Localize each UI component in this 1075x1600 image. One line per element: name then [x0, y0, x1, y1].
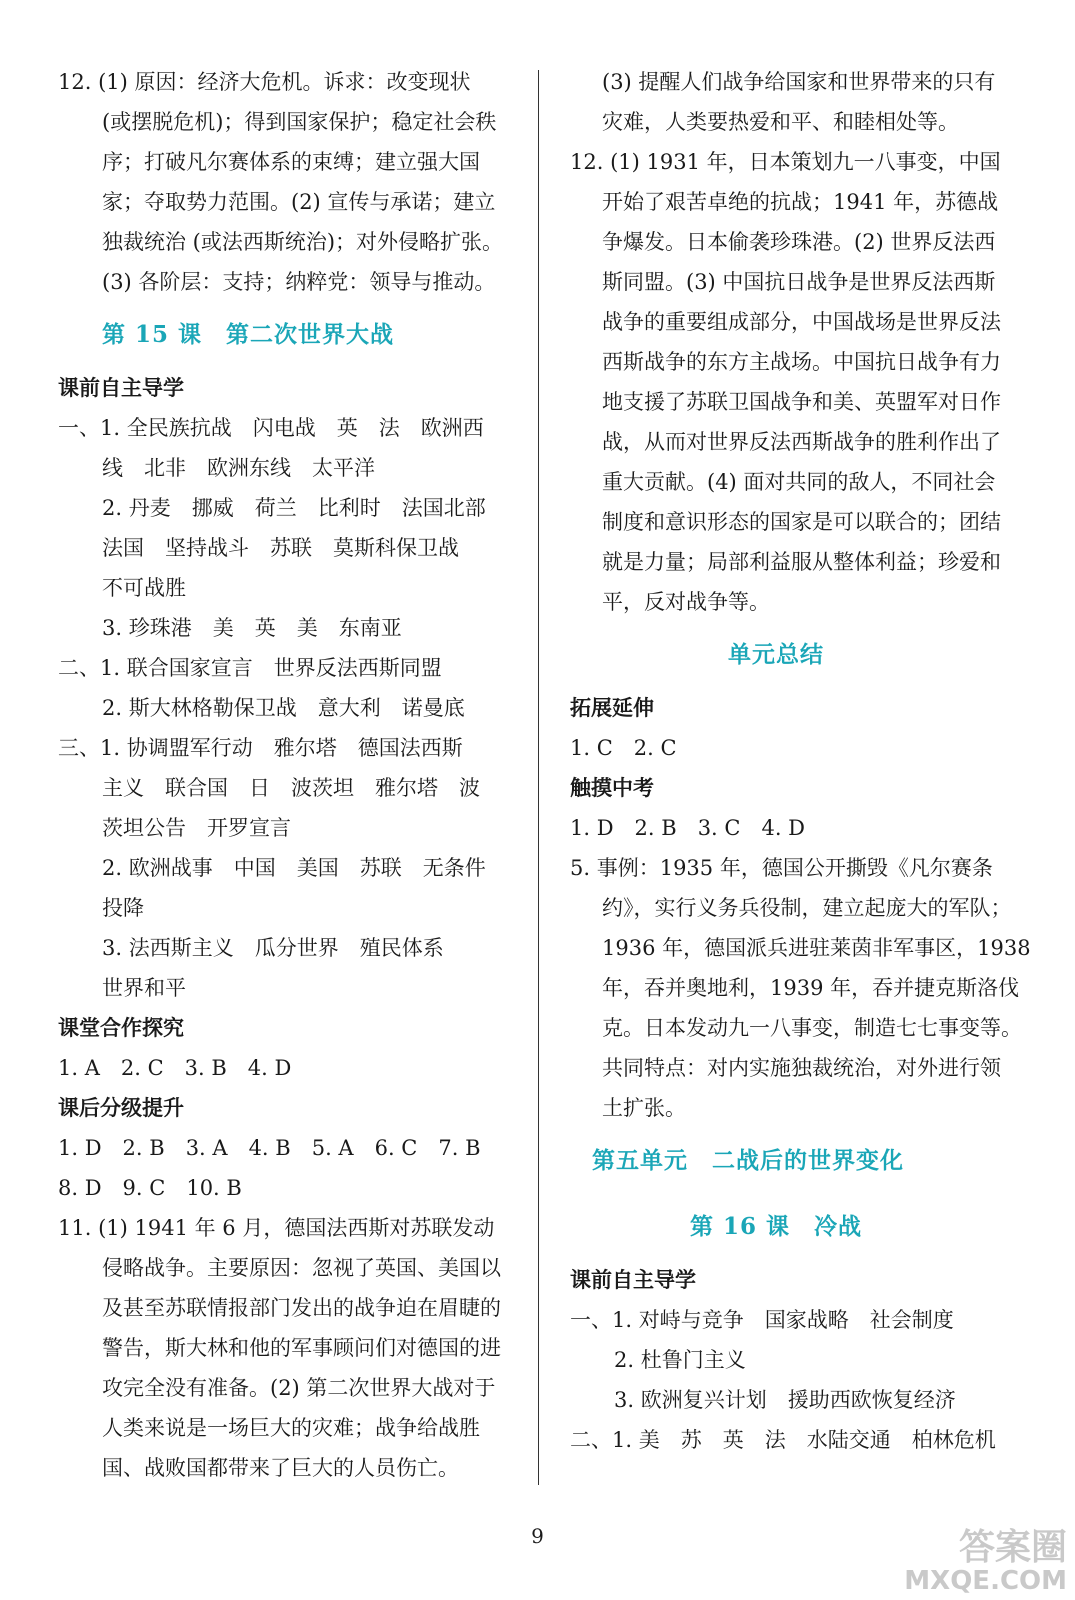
- answer-line: (或摆脱危机)；得到国家保护；稳定社会秩: [102, 110, 497, 134]
- answer-line: 攻完全没有准备。(2) 第二次世界大战对于: [102, 1376, 496, 1400]
- answer-line: 西斯战争的东方主战场。中国抗日战争有力: [602, 350, 1001, 374]
- answer-line: 2. 斯大林格勒保卫战 意大利 诺曼底: [102, 696, 465, 720]
- answer-line: 线 北非 欧洲东线 太平洋: [102, 456, 375, 480]
- answer-line: (3) 提醒人们战争给国家和世界带来的只有: [602, 70, 996, 94]
- answer-line: 不可战胜: [102, 576, 186, 600]
- answer-line: 地支援了苏联卫国战争和美、英盟军对日作: [602, 390, 1001, 414]
- answer-line: 2. 杜鲁门主义: [614, 1348, 746, 1372]
- answer-line: 及甚至苏联情报部门发出的战争迫在眉睫的: [102, 1296, 501, 1320]
- answer-line: 3. 法西斯主义 瓜分世界 殖民体系: [102, 936, 444, 960]
- watermark-line1: 答案圈: [958, 1527, 1067, 1568]
- section-heading: 课前自主导学: [58, 375, 184, 400]
- answer-line: 序；打破凡尔赛体系的束缚；建立强大国: [102, 150, 480, 174]
- answer-line: 8. D 9. C 10. B: [58, 1176, 242, 1200]
- answer-line: 法国 坚持战斗 苏联 莫斯科保卫战: [102, 536, 459, 560]
- answer-line: 独裁统治 (或法西斯统治)；对外侵略扩张。: [102, 230, 504, 254]
- answer-line: 开始了艰苦卓绝的抗战；1941 年，苏德战: [602, 190, 999, 214]
- answer-line: 3. 欧洲复兴计划 援助西欧恢复经济: [614, 1388, 956, 1412]
- right-column: [570, 62, 1031, 1460]
- section-title: 单元总结: [728, 641, 824, 668]
- column-divider: [538, 70, 539, 1485]
- answer-line: 一、1. 对峙与竞争 国家战略 社会制度: [570, 1308, 954, 1332]
- watermark-logo: [872, 1528, 1067, 1596]
- answer-line: 11. (1) 1941 年 6 月，德国法西斯对苏联发动: [58, 1216, 495, 1240]
- left-column: [58, 62, 528, 1488]
- answer-line: 争爆发。日本偷袭珍珠港。(2) 世界反法西: [602, 230, 996, 254]
- answer-line: 投降: [102, 896, 144, 920]
- answer-line: 警告，斯大林和他的军事顾问们对德国的进: [102, 1336, 501, 1360]
- answer-line: 战争的重要组成部分，中国战场是世界反法: [602, 310, 1001, 334]
- section-heading: 课后分级提升: [58, 1095, 184, 1120]
- answer-line: 克。日本发动九一八事变，制造七七事变等。: [602, 1016, 1022, 1040]
- answer-line: 侵略战争。主要原因：忽视了英国、美国以: [102, 1256, 501, 1280]
- answer-line: 1. D 2. B 3. C 4. D: [570, 816, 806, 840]
- answer-line: 2. 丹麦 挪威 荷兰 比利时 法国北部: [102, 496, 486, 520]
- section-heading: 课前自主导学: [570, 1267, 696, 1292]
- answer-line: 斯同盟。(3) 中国抗日战争是世界反法西斯: [602, 270, 996, 294]
- answer-line: 战，从而对世界反法西斯战争的胜利作出了: [602, 430, 1001, 454]
- answer-line: 2. 欧洲战事 中国 美国 苏联 无条件: [102, 856, 486, 880]
- section-heading: 课堂合作探究: [58, 1015, 184, 1040]
- watermark-line2: MXQE.COM: [904, 1566, 1067, 1596]
- answer-line: 3. 珍珠港 美 英 美 东南亚: [102, 616, 402, 640]
- answer-line: 12. (1) 原因：经济大危机。诉求：改变现状: [58, 70, 471, 94]
- section-heading: 拓展延伸: [570, 695, 654, 720]
- section-title: 第五单元 二战后的世界变化: [592, 1147, 904, 1174]
- answer-line: 一、1. 全民族抗战 闪电战 英 法 欧洲西: [58, 416, 484, 440]
- section-title: 第 15 课 第二次世界大战: [102, 321, 395, 348]
- answer-line: 人类来说是一场巨大的灾难；战争给战胜: [102, 1416, 480, 1440]
- answer-line: 土扩张。: [602, 1096, 686, 1120]
- answer-line: 二、1. 美 苏 英 法 水陆交通 柏林危机: [570, 1428, 996, 1452]
- answer-line: 12. (1) 1931 年，日本策划九一八事变，中国: [570, 150, 1001, 174]
- answer-line: 1. C 2. C: [570, 736, 677, 760]
- answer-line: 主义 联合国 日 波茨坦 雅尔塔 波: [102, 776, 480, 800]
- answer-line: 就是力量；局部利益服从整体利益；珍爱和: [602, 550, 1001, 574]
- page-number: 9: [531, 1524, 544, 1548]
- answer-line: 约》，实行义务兵役制，建立起庞大的军队；: [602, 896, 1012, 920]
- answer-line: 共同特点：对内实施独裁统治，对外进行领: [602, 1056, 1001, 1080]
- answer-line: 1936 年，德国派兵进驻莱茵非军事区，1938: [602, 936, 1031, 960]
- answer-line: 5. 事例：1935 年，德国公开撕毁《凡尔赛条: [570, 856, 993, 880]
- answer-line: (3) 各阶层：支持；纳粹党：领导与推动。: [102, 270, 496, 294]
- answer-line: 灾难，人类要热爱和平、和睦相处等。: [602, 110, 959, 134]
- answer-line: 国、战败国都带来了巨大的人员伤亡。: [102, 1456, 459, 1480]
- section-title: 第 16 课 冷战: [690, 1213, 863, 1240]
- answer-line: 世界和平: [102, 976, 186, 1000]
- answer-line: 平，反对战争等。: [602, 590, 770, 614]
- answer-line: 1. D 2. B 3. A 4. B 5. A 6. C 7. B: [58, 1136, 481, 1160]
- answer-line: 家；夺取势力范围。(2) 宣传与承诺；建立: [102, 190, 496, 214]
- answer-line: 1. A 2. C 3. B 4. D: [58, 1056, 292, 1080]
- answer-line: 制度和意识形态的国家是可以联合的；团结: [602, 510, 1001, 534]
- answer-line: 茨坦公告 开罗宣言: [102, 816, 291, 840]
- answer-line: 重大贡献。(4) 面对共同的敌人，不同社会: [602, 470, 996, 494]
- answer-line: 年，吞并奥地利，1939 年，吞并捷克斯洛伐: [602, 976, 1020, 1000]
- answer-line: 二、1. 联合国家宣言 世界反法西斯同盟: [58, 656, 442, 680]
- section-heading: 触摸中考: [570, 775, 654, 800]
- answer-line: 三、1. 协调盟军行动 雅尔塔 德国法西斯: [58, 736, 463, 760]
